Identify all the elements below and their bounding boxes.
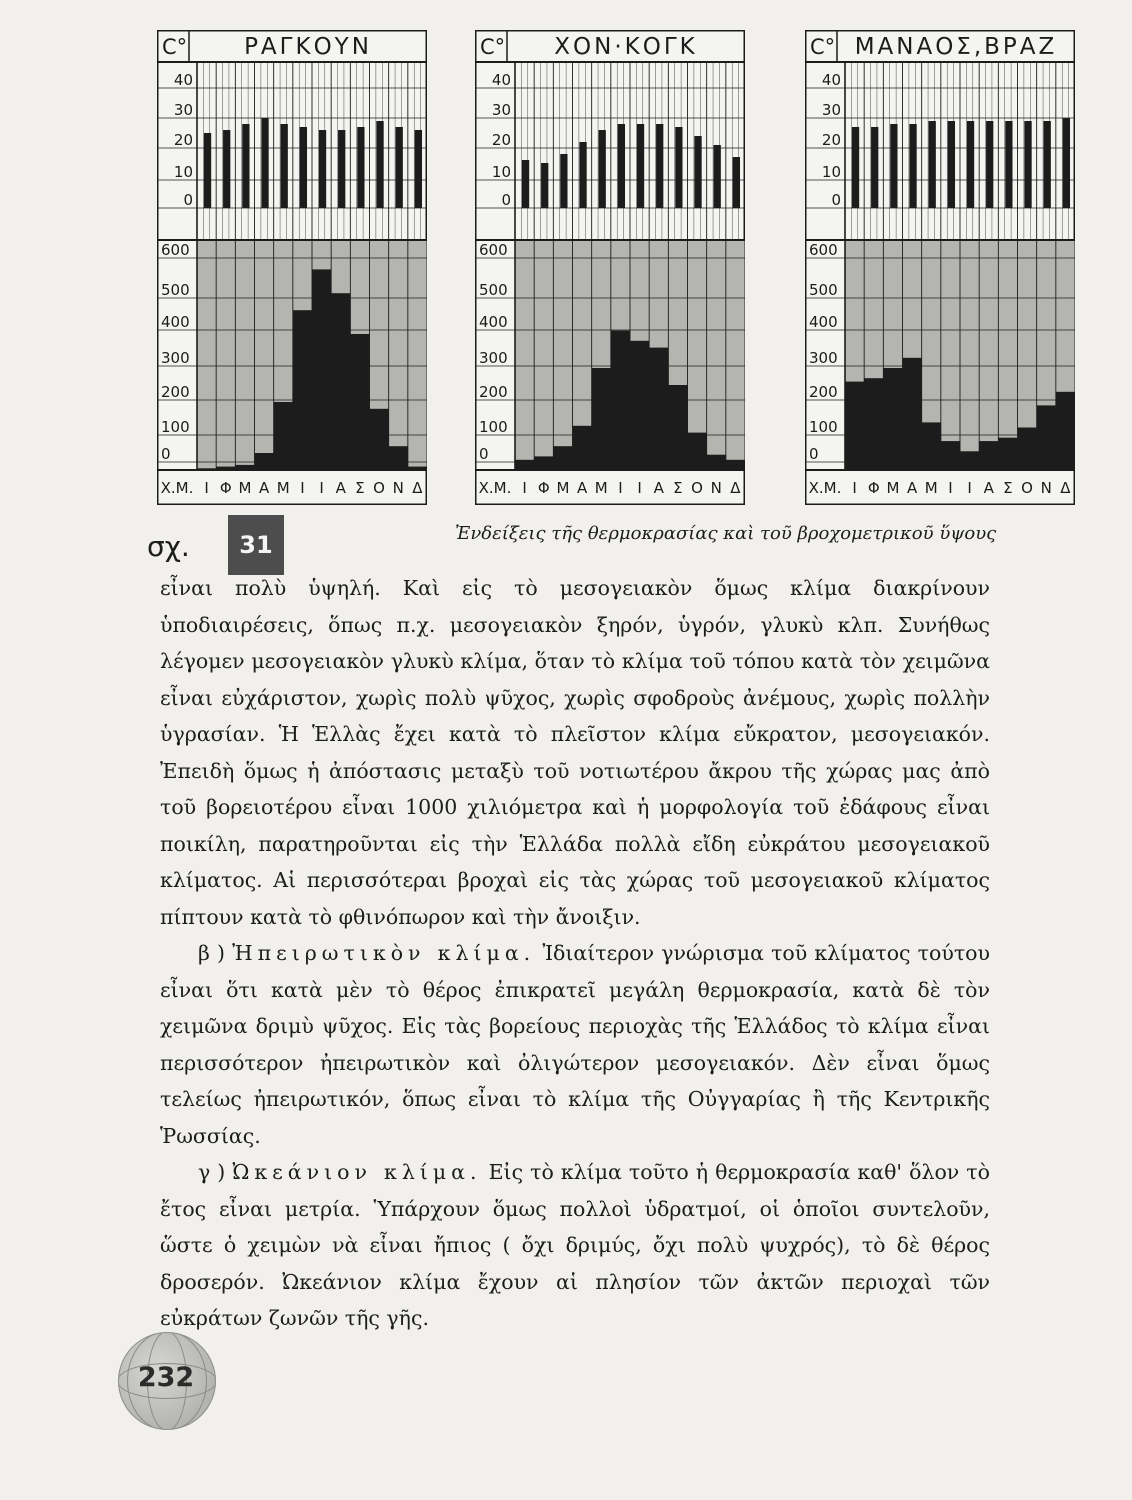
temperature-bar: [852, 127, 859, 208]
rainfall-bar: [515, 460, 534, 470]
month-label: Σ: [355, 479, 365, 497]
temperature-tick-label: 30: [173, 101, 193, 119]
paragraph-continental: [160, 935, 990, 1154]
month-label: Ν: [392, 479, 404, 497]
rainfall-tick-label: 0: [809, 445, 819, 463]
temperature-bar: [242, 124, 249, 208]
month-label: Ν: [710, 479, 722, 497]
rainfall-bar: [998, 438, 1017, 470]
temperature-bar: [281, 124, 288, 208]
temperature-bar: [675, 127, 682, 208]
chart-title: ΜΑΝΑΟΣ,ΒΡΑΖ: [854, 34, 1058, 60]
rainfall-bar: [1018, 428, 1037, 471]
rainfall-bar: [255, 453, 274, 470]
month-label: Ι: [967, 479, 972, 497]
chart-svg: [475, 30, 745, 505]
paragraph-oceanic: [160, 1154, 990, 1337]
rainfall-tick-label: 100: [479, 418, 508, 436]
month-label: Ο: [373, 479, 385, 497]
rainfall-bar: [1037, 405, 1056, 470]
rainfall-bar: [573, 426, 592, 470]
temperature-unit: C°: [480, 35, 506, 59]
rainfall-tick-label: 500: [809, 281, 838, 299]
temperature-bar: [376, 121, 383, 208]
rainfall-bar: [350, 334, 369, 470]
rainfall-tick-label: 300: [161, 349, 190, 367]
month-label: Ι: [319, 479, 324, 497]
rainfall-bar: [534, 456, 553, 470]
month-label: Α: [653, 479, 664, 497]
month-label: Ο: [691, 479, 703, 497]
rainfall-bar: [668, 385, 687, 470]
month-label: Φ: [867, 479, 880, 497]
temperature-tick-label: 20: [491, 131, 511, 149]
month-label: Μ: [276, 479, 290, 497]
temperature-tick-label: 0: [183, 191, 193, 209]
months-label: Χ.Μ.: [160, 479, 194, 497]
rainfall-tick-label: 500: [479, 281, 508, 299]
rainfall-tick-label: 400: [161, 313, 190, 331]
rainfall-bar: [630, 341, 649, 470]
month-label: Φ: [219, 479, 232, 497]
month-label: Ι: [852, 479, 857, 497]
temperature-tick-label: 40: [491, 71, 511, 89]
temperature-bar: [986, 121, 993, 208]
chart-ragkoun: [157, 30, 427, 505]
temperature-unit: C°: [162, 35, 188, 59]
body-text: [160, 570, 990, 1337]
temperature-tick-label: 20: [173, 131, 193, 149]
months-label: Χ.Μ.: [478, 479, 512, 497]
temperature-tick-label: 10: [173, 163, 193, 181]
rainfall-bar: [611, 331, 630, 470]
month-label: Ο: [1021, 479, 1033, 497]
rainfall-bar: [707, 455, 726, 470]
rainfall-bar: [979, 441, 998, 470]
rainfall-tick-label: 200: [479, 383, 508, 401]
temperature-tick-label: 40: [173, 71, 193, 89]
temperature-bar: [415, 130, 422, 208]
rainfall-tick-label: 200: [161, 383, 190, 401]
month-label: Α: [906, 479, 918, 497]
rainfall-bar: [293, 310, 312, 470]
month-label: Σ: [1003, 479, 1013, 497]
rainfall-bar: [649, 348, 668, 470]
rainfall-bar: [883, 368, 902, 470]
month-label: Δ: [730, 479, 741, 497]
rainfall-bar: [845, 382, 864, 470]
month-label: Σ: [673, 479, 683, 497]
temperature-tick-label: 0: [831, 191, 841, 209]
rainfall-tick-label: 600: [161, 241, 190, 259]
rainfall-bar: [312, 269, 331, 470]
rainfall-bar: [592, 368, 611, 470]
month-label: Δ: [1060, 479, 1071, 497]
temperature-bar: [871, 127, 878, 208]
temperature-bar: [541, 163, 548, 208]
temperature-tick-label: 20: [821, 131, 841, 149]
list-marker-c: γ ): [198, 1160, 226, 1184]
temperature-bar: [522, 160, 529, 208]
temperature-bar: [637, 124, 644, 208]
month-label: Α: [983, 479, 994, 497]
temperature-bar: [560, 154, 567, 208]
temperature-bar: [694, 136, 701, 208]
month-label: Ι: [618, 479, 623, 497]
figure-caption: Ἐνδείξεις τῆς θερμοκρασίας καὶ τοῦ βροχομετρικοῦ ὕψους: [455, 523, 997, 544]
rainfall-bar: [922, 422, 941, 470]
temperature-bar: [656, 124, 663, 208]
temperature-bar: [319, 130, 326, 208]
month-label: Φ: [537, 479, 550, 497]
month-label: Μ: [594, 479, 608, 497]
month-label: Ι: [300, 479, 305, 497]
rainfall-bar: [331, 293, 350, 470]
oceanic-body: Εἰς τὸ κλίμα τοῦτο ἡ θερμοκρασία καθ' ὅλον τὸ ἔτος εἶναι μετρία. Ὑπάρχουν ὅμως πολλοὶ ὑδρατμοί, οἱ ὁποῖοι συντελοῦν, ὥστε ὁ χειμὼν νὰ εἶναι ἤπιος ( ὄχι δριμύς, ὄχι πολὺ ψυχρός), τὸ δὲ θέρος δροσερόν. Ὠκεάνιον κλίμα ἔχουν αἱ πλησίον τῶν ἀκτῶν περιοχαὶ τῶν εὐκράτων ζωνῶν τῆς γῆς.: [160, 1160, 990, 1330]
rainfall-bar: [370, 409, 389, 470]
temperature-tick-label: 30: [821, 101, 841, 119]
month-label: Μ: [556, 479, 570, 497]
temperature-bar: [261, 118, 268, 208]
temperature-bar: [599, 130, 606, 208]
rainfall-bar: [960, 451, 979, 470]
rainfall-tick-label: 100: [809, 418, 838, 436]
paragraph-mediterranean: εἶναι πολὺ ὑψηλή. Καὶ εἰς τὸ μεσογειακὸν ὅμως κλίμα διακρίνουν ὑποδιαιρέσεις, ὅπως π.χ. μεσογειακὸν ξηρόν, ὑγρόν, γλυκὺ κλπ. Συνήθως λέγομεν μεσογειακὸν γλυκὺ κλίμα, ὅταν τὸ κλίμα τοῦ τόπου κατὰ τὸν χειμῶνα εἶναι εὐχάριστον, χωρὶς πολὺ ψῦχος, χωρὶς σφοδροὺς ἀνέμους, χωρὶς πολλὴν ὑγρασίαν. Ἡ Ἑλλὰς ἔχει κατὰ τὸ πλεῖστον κλίμα εὔκρατον, μεσογειακόν. Ἐπειδὴ ὅμως ἡ ἀπόστασις μεταξὺ τοῦ νοτιωτέρου ἄκρου τῆς χώρας μας ἀπὸ τοῦ βορειοτέρου εἶναι 1000 χιλιόμετρα καὶ ἡ μορφολογία τοῦ ἐδάφους εἶναι ποικίλη, παρατηροῦνται εἰς τὴν Ἑλλάδα πολλὰ εἴδη εὐκράτου μεσογειακοῦ κλίματος. Αἱ περισσότεραι βροχαὶ εἰς τὰς χώρας τοῦ μεσογειακοῦ κλίματος πίπτουν κατὰ τὸ φθινόπωρον καὶ τὴν ἄνοιξιν.: [160, 576, 990, 929]
temperature-tick-label: 10: [821, 163, 841, 181]
rainfall-tick-label: 300: [809, 349, 838, 367]
rainfall-tick-label: 600: [809, 241, 838, 259]
month-label: Ι: [204, 479, 209, 497]
temperature-tick-label: 40: [821, 71, 841, 89]
month-label: Μ: [886, 479, 900, 497]
temperature-bar: [618, 124, 625, 208]
month-label: Μ: [238, 479, 252, 497]
month-label: Ι: [637, 479, 642, 497]
rainfall-tick-label: 0: [479, 445, 489, 463]
chart-title: ΧΟΝ·ΚΟΓΚ: [554, 34, 698, 60]
chart-hong-kong: [475, 30, 745, 505]
temperature-unit: C°: [810, 35, 836, 59]
rainfall-tick-label: 0: [161, 445, 171, 463]
temperature-bar: [204, 133, 211, 208]
rainfall-bar: [941, 441, 960, 470]
rainfall-tick-label: 300: [479, 349, 508, 367]
month-label: Ν: [1040, 479, 1052, 497]
rainfall-tick-label: 600: [479, 241, 508, 259]
figure-number-badge: 31: [228, 515, 284, 575]
page-number: 232: [137, 1362, 195, 1393]
rainfall-tick-label: 100: [161, 418, 190, 436]
temperature-tick-label: 30: [491, 101, 511, 119]
temperature-bar: [579, 142, 586, 208]
continental-body: Ἰδιαίτερον γνώρισμα τοῦ κλίματος τούτου εἶναι ὅτι κατὰ μὲν τὸ θέρος ἐπικρατεῖ μεγάλη θερμοκρασία, κατὰ δὲ τὸν χειμῶνα δριμὺ ψῦχος. Εἰς τὰς βορείους περιοχὰς τῆς Ἑλλάδος τὸ κλίμα εἶναι περισσότερον ἠπειρωτικὸν καὶ ὀλιγώτερον μεσογειακόν. Δὲν εἶναι ὅμως τελείως ἠπειρωτικόν, ὅπως εἶναι τὸ κλίμα τῆς Οὐγγαρίας ἢ τῆς Κεντρικῆς Ῥωσσίας.: [160, 941, 990, 1148]
rainfall-bar: [864, 378, 883, 470]
term-continental-climate: Ἠπειρωτικὸν κλίμα.: [232, 941, 536, 965]
temperature-bar: [223, 130, 230, 208]
list-marker-b: β ): [198, 941, 225, 965]
chart-title: ΡΑΓΚΟΥΝ: [244, 34, 372, 60]
chart-svg: [157, 30, 427, 505]
temperature-tick-label: 0: [501, 191, 511, 209]
rainfall-tick-label: 400: [809, 313, 838, 331]
temperature-bar: [1024, 121, 1031, 208]
term-oceanic-climate: Ὠκεάνιον κλίμα.: [232, 1160, 482, 1184]
month-label: Α: [258, 479, 270, 497]
temperature-bar: [1005, 121, 1012, 208]
temperature-bar: [1044, 121, 1051, 208]
chart-svg: [805, 30, 1075, 505]
rainfall-bar: [389, 446, 408, 470]
figure-label: σχ.: [147, 530, 190, 563]
temperature-bar: [338, 130, 345, 208]
months-label: Χ.Μ.: [808, 479, 842, 497]
temperature-bar: [967, 121, 974, 208]
temperature-bar: [929, 121, 936, 208]
rainfall-tick-label: 200: [809, 383, 838, 401]
month-label: Μ: [924, 479, 938, 497]
rainfall-bar: [553, 446, 572, 470]
temperature-bar: [909, 124, 916, 208]
month-label: Ι: [948, 479, 953, 497]
rainfall-tick-label: 400: [479, 313, 508, 331]
temperature-bar: [948, 121, 955, 208]
month-label: Ι: [522, 479, 527, 497]
temperature-bar: [396, 127, 403, 208]
rainfall-bar: [274, 402, 293, 470]
month-label: Α: [576, 479, 588, 497]
rainfall-bar: [726, 460, 745, 470]
temperature-bar: [300, 127, 307, 208]
rainfall-bar: [903, 358, 922, 470]
temperature-bar: [1063, 118, 1070, 208]
temperature-bar: [733, 157, 740, 208]
temperature-bar: [890, 124, 897, 208]
rainfall-bar: [688, 433, 707, 470]
rainfall-bar: [1056, 392, 1075, 470]
temperature-bar: [357, 127, 364, 208]
rainfall-tick-label: 500: [161, 281, 190, 299]
temperature-bar: [714, 145, 721, 208]
chart-manaos: [805, 30, 1075, 505]
month-label: Δ: [412, 479, 423, 497]
temperature-tick-label: 10: [491, 163, 511, 181]
month-label: Α: [335, 479, 346, 497]
